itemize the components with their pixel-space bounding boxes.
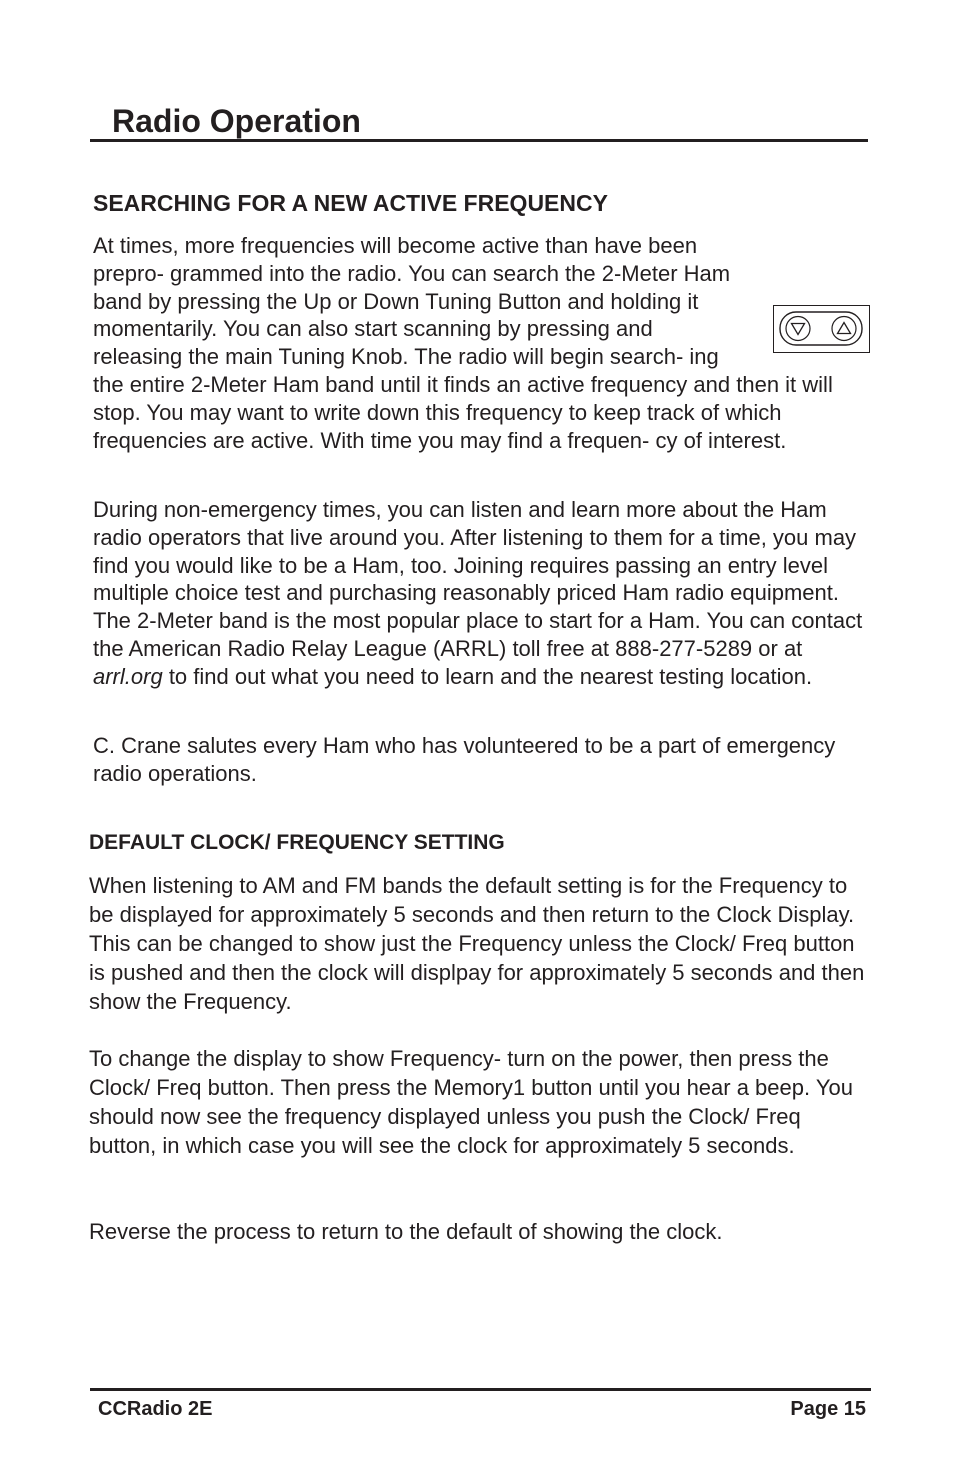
title-rule (90, 139, 868, 142)
down-triangle-icon (786, 317, 810, 341)
search-paragraph-1: At times, more frequencies will become active than have been prepro- grammed into the radio. You can search the 2-Meter Ham band by pressing the Up or Down Tuning Button and holding it momentarily. You can also start scanning by pressing and releasing the main Tuning Knob. The radio will begin search- ing the entire 2-Meter Ham band until it finds an active frequency and then it will stop. You may want to write down this frequency to keep track of which frequencies are active. With time you may find a frequen- cy of interest. (93, 232, 869, 454)
tuning-buttons-figure (773, 305, 870, 353)
clock-paragraph-3: Reverse the process to return to the default of showing the clock. (89, 1219, 723, 1244)
page-title: Radio Operation (112, 103, 361, 139)
section-heading-clock: DEFAULT CLOCK/ FREQUENCY SETTING (89, 831, 505, 854)
footer-page-number: Page 15 (790, 1398, 866, 1420)
footer-rule (90, 1388, 871, 1391)
section-heading-search: SEARCHING FOR A NEW ACTIVE FREQUENCY (93, 190, 608, 216)
search-paragraph-3: C. Crane salutes every Ham who has volunteered to be a part of emergency radio operations. (93, 733, 836, 786)
clock-paragraph-1: When listening to AM and FM bands the default setting is for the Frequency to be displayed for approximately 5 seconds and then return to the Clock Display. This can be changed to show just the Frequency unless the Clock/ Freq button is pushed and then the clock will displpay for approximately 5 seconds and then show the Frequency. (89, 873, 865, 1014)
tuning-buttons-svg (774, 306, 868, 351)
clock-paragraph-2: To change the display to show Frequency- turn on the power, then press the Clock/ Freq button. Then press the Memory1 button until you hear a beep. You should now see the frequency displayed unless you push the Clock/ Freq button, in which case you will see the clock for approximately 5 seconds. (89, 1046, 853, 1158)
arrl-link: arrl.org (93, 663, 163, 689)
up-triangle-icon (832, 317, 856, 341)
footer-product-name: CCRadio 2E (98, 1398, 213, 1420)
search-paragraph-2: During non-emergency times, you can listen and learn more about the Ham radio operators that live around you. After listening to them for a time, you may find you would like to be a Ham, too. Joining requires passing an entry level multiple choice test and purchasing reasonably priced Ham radio equipment. The 2-Meter band is the most popular place to start for a Ham. You can contact the American Radio Relay League (ARRL) toll free at 888-277-5289 or at arrl.org to find out what you need to learn and the nearest testing location. (93, 497, 863, 689)
